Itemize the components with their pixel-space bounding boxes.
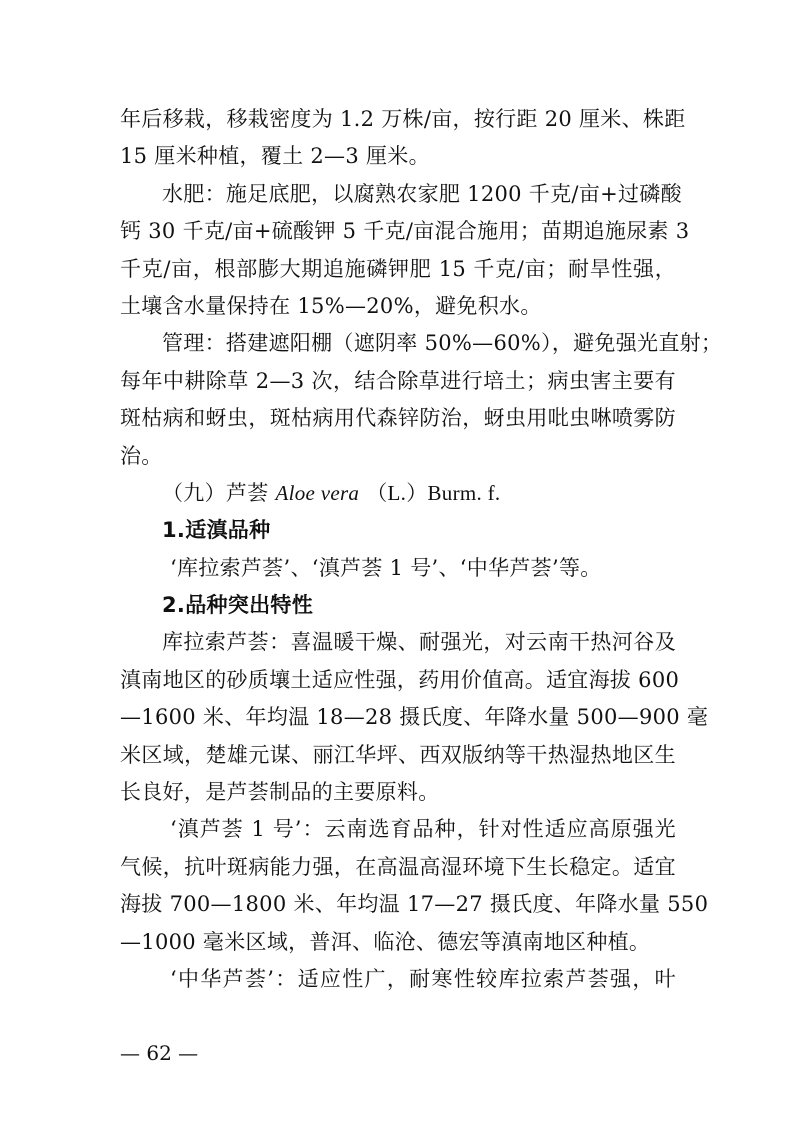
heading-suitable-varieties: 1.适滇品种 [162,518,271,543]
text-line: 钙 30 千克/亩+硫酸钾 5 千克/亩混合施用；苗期追施尿素 3 [120,219,690,244]
body-text [120,101,723,998]
text-line: 水肥：施足底肥，以腐熟农家肥 1200 千克/亩+过磷酸 [162,181,682,206]
latin-name-italic: Aloe vera [275,480,360,505]
text-line: 库拉索芦荟：喜温暖干燥、耐强光，对云南干热河谷及 [162,630,676,655]
text-line: 海拔 700—1800 米、年均温 17—27 摄氏度、年降水量 550 [120,892,709,917]
latin-authority: （L.）Burm. f. [366,480,501,505]
text-line: 管理：搭建遮阳棚（遮阴率 50%—60%），避免强光直射； [162,331,723,356]
text-line: 年后移栽，移栽密度为 1.2 万株/亩，按行距 20 厘米、株距 [120,107,686,131]
text-line: 土壤含水量保持在 15%—20%，避免积水。 [120,293,542,318]
text-line: 长良好，是芦荟制品的主要原料。 [120,780,440,805]
text-line: 每年中耕除草 2—3 次，结合除草进行培土；病虫害主要有 [120,368,676,393]
latin-name [275,481,359,505]
text-line: ‘中华芦荟’：适应性广，耐寒性较库拉索芦荟强，叶 [170,966,676,991]
text-line: 千克/亩，根部膨大期追施磷钾肥 15 千克/亩；耐旱性强， [120,256,676,281]
text-line: 气候，抗叶斑病能力强，在高温高湿环境下生长稳定。适宜 [120,854,676,879]
text-line: 治。 [120,443,163,468]
text-line: 斑枯病和蚜虫，斑枯病用代森锌防治，蚜虫用吡虫啉喷雾防 [120,406,676,431]
text-line: 滇南地区的砂质壤土适应性强，药用价值高。适宜海拔 600 [120,667,680,692]
page-number: — 62 — [120,1041,199,1065]
text-line: —1000 毫米区域，普洱、临沧、德宏等滇南地区种植。 [120,929,651,954]
text-line: 米区域，楚雄元谋、丽江华坪、西双版纳等干热湿热地区生 [120,742,676,767]
text-line: —1600 米、年均温 18—28 摄氏度、年降水量 500—900 毫 [120,705,709,730]
text-line: ‘滇芦荟 1 号’：云南选育品种，针对性适应高原强光 [170,817,676,842]
section-title [120,475,676,512]
varieties-line: ‘库拉索芦荟’、‘滇芦荟 1 号’、‘中华芦荟’等。 [170,555,602,580]
text-line: 15 厘米种植，覆土 2—3 厘米。 [120,144,430,169]
section-prefix: （九）芦荟 [162,480,269,505]
heading-variety-traits: 2.品种突出特性 [162,593,313,618]
